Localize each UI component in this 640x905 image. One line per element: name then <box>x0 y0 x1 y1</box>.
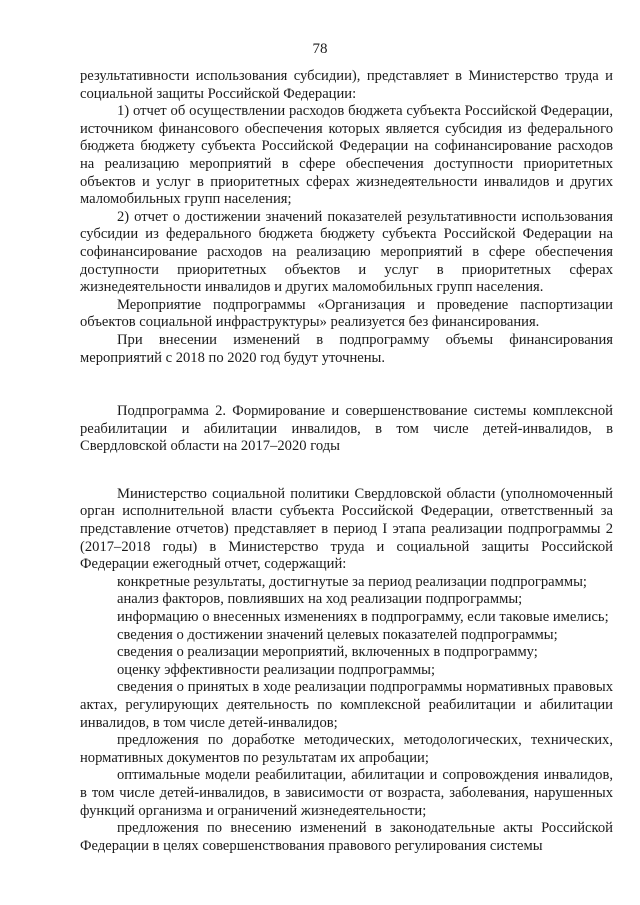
paragraph: результативности использования субсидии), представляет в Министерство труда и социальной защиты Российской Федерации: <box>80 68 613 102</box>
page-number: 78 <box>312 41 328 57</box>
list-item: сведения о реализации мероприятий, включенных в подпрограмму; <box>117 644 538 661</box>
list-item: информацию о внесенных изменениях в подпрограмму, если таковые имелись; <box>117 609 609 626</box>
list-item: сведения о принятых в ходе реализации подпрограммы нормативных правовых актах, регулирующих деятельность по комплексной реабилитации и абилитации инвалидов, в том числе детей-инвалидов; <box>80 679 613 731</box>
document-body <box>80 68 613 855</box>
paragraph: Мероприятие подпрограммы «Организация и проведение паспортизации объектов социальной инфраструктуры» реализуется без финансирования. <box>80 296 613 331</box>
list-item: оптимальные модели реабилитации, абилитации и сопровождения инвалидов, в том числе детей-инвалидов, в зависимости от возраста, заболевания, нарушенных функций организма и ограничений жизнедеятельности; <box>80 767 613 819</box>
paragraph: При внесении изменений в подпрограмму объемы финансирования мероприятий с 2018 по 2020 год будут уточнены. <box>80 331 613 366</box>
subprogram-heading: Подпрограмма 2. Формирование и совершенствование системы комплексной реабилитации и абилитации инвалидов, в том числе детей-инвалидов, в Свердловской области на 2017–2020 годы <box>80 403 613 455</box>
paragraph: Министерство социальной политики Свердловской области (уполномоченный орган исполнительной власти субъекта Российской Федерации, ответственный за представление отчетов) представляет в период I этапа реализации подпрограммы 2 (2017–2018 годы) в Министерство труда и социальной защиты Российской Федерации ежегодный отчет, содержащий: <box>80 485 613 573</box>
list-item: конкретные результаты, достигнутые за период реализации подпрограммы; <box>117 573 587 590</box>
paragraph: 1) отчет об осуществлении расходов бюджета субъекта Российской Федерации, источником финансового обеспечения которых является субсидия из федерального бюджета бюджету субъекта Российской Федерации на софинансирование расходов на реализацию мероприятий в сфере обеспечения доступности приоритетных объектов и услуг в приоритетных сферах жизнедеятельности инвалидов и других маломобильных групп населения; <box>80 103 613 208</box>
spacer <box>80 367 613 403</box>
list-item: предложения по доработке методических, методологических, технических, нормативных документов по результатам их апробации; <box>80 732 613 766</box>
list-item: оценку эффективности реализации подпрограммы; <box>117 661 436 678</box>
spacer <box>80 456 613 486</box>
list-item: сведения о достижении значений целевых показателей подпрограммы; <box>117 626 558 643</box>
list-item: предложения по внесению изменений в законодательные акты Российской Федерации в целях совершенствования правового регулирования системы <box>80 820 613 854</box>
paragraph: 2) отчет о достижении значений показателей результативности использования субсидии из федерального бюджета бюджету субъекта Российской Федерации на софинансирование расходов на реализацию мероприятий в сфере обеспечения доступности приоритетных объектов и услуг в приоритетных сферах жизнедеятельности инвалидов и других маломобильных групп населения. <box>80 208 613 296</box>
list-item: анализ факторов, повлиявших на ход реализации подпрограммы; <box>117 591 523 608</box>
